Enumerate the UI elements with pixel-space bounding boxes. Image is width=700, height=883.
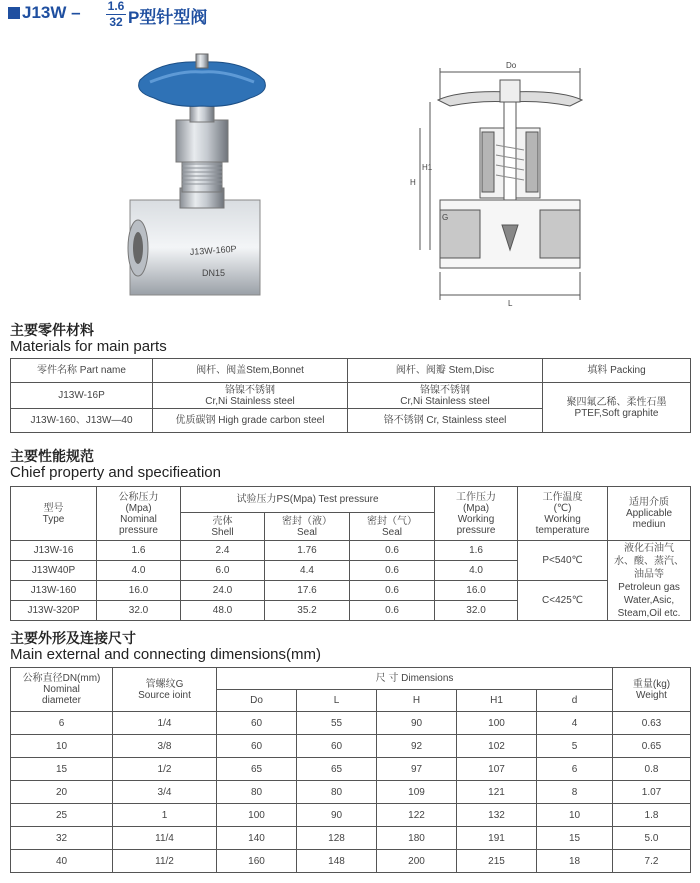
drawing-label-h1: H1 — [422, 163, 433, 172]
dimension-cell: 90 — [377, 712, 457, 735]
medium-text: Petroleun gas — [618, 581, 680, 593]
materials-header-part: 零件名称 Part name — [11, 359, 153, 383]
header-text: Nominal — [120, 513, 157, 525]
header-shell — [181, 513, 265, 541]
title-pressure-fraction — [106, 0, 126, 29]
header-text: (℃) — [553, 502, 572, 514]
header-text: temperature — [535, 524, 590, 536]
header-text: Seal — [382, 526, 403, 538]
photo-label-dn: DN15 — [202, 268, 226, 278]
drawing-label-do: Do — [506, 61, 517, 70]
property-cell: 16.0 — [97, 581, 181, 601]
dimension-cell: 132 — [457, 804, 537, 827]
materials-cell: 优质碳钢 High grade carbon steel — [153, 409, 348, 433]
header-text: pressure — [119, 524, 158, 536]
dimension-cell: 60 — [297, 735, 377, 758]
materials-header-stem-bonnet: 阀杆、阀盖Stem,Bonnet — [153, 359, 348, 383]
property-title-cn: 主要性能规范 — [10, 448, 94, 464]
dimension-cell: 80 — [297, 781, 377, 804]
header-text: 公称压力 — [118, 491, 159, 503]
materials-packing-cell — [543, 383, 691, 433]
table-row — [11, 541, 691, 561]
dimension-cell: 140 — [217, 827, 297, 850]
dimension-cell: 122 — [377, 804, 457, 827]
header-weight — [613, 668, 691, 712]
header-text: Source ioint — [138, 689, 191, 701]
drawing-label-h: H — [410, 178, 416, 187]
dimension-cell: 15 — [11, 758, 113, 781]
materials-cell-en: Cr,Ni Stainless steel — [400, 395, 490, 407]
dimension-cell: 102 — [457, 735, 537, 758]
medium-cell — [608, 541, 691, 621]
header-working-pressure — [435, 487, 518, 541]
dimension-cell: 18 — [537, 850, 613, 873]
materials-header-row — [11, 359, 691, 383]
property-cell: 0.6 — [350, 581, 435, 601]
property-cell: 48.0 — [181, 601, 265, 621]
dimension-cell: 1.07 — [613, 781, 691, 804]
header-h: H — [377, 690, 457, 712]
materials-header-stem-disc: 阀杆、阀瓣 Stem,Disc — [348, 359, 543, 383]
materials-cell: 铬不锈钢 Cr, Stainless steel — [348, 409, 543, 433]
header-text: Working — [544, 513, 581, 525]
header-text: Working — [457, 513, 495, 525]
property-cell: 6.0 — [181, 561, 265, 581]
dimension-cell: 1/2 — [113, 758, 217, 781]
dimension-cell: 3/4 — [113, 781, 217, 804]
header-do: Do — [217, 690, 297, 712]
header-text: Nominal — [43, 684, 80, 695]
header-type — [11, 487, 97, 541]
table-row — [11, 712, 691, 735]
dimension-cell: 15 — [537, 827, 613, 850]
property-cell: J13W-320P — [11, 601, 97, 621]
dimension-cell: 121 — [457, 781, 537, 804]
header-nominal — [97, 487, 181, 541]
table-row — [11, 581, 691, 601]
dimension-cell: 107 — [457, 758, 537, 781]
property-cell: 0.6 — [350, 561, 435, 581]
title-bullet — [8, 7, 20, 19]
header-text: 适用介质 — [629, 497, 670, 508]
property-cell: 35.2 — [265, 601, 350, 621]
dimensions-header-row — [11, 668, 691, 690]
property-cell: 4.0 — [435, 561, 518, 581]
valve-section-drawing — [410, 50, 610, 310]
medium-text: 水、酸、蒸汽、 — [614, 555, 685, 567]
fraction-bottom: 32 — [109, 15, 123, 29]
materials-cell-en: Cr,Ni Stainless steel — [205, 395, 295, 407]
header-type-en: Type — [42, 513, 65, 525]
property-header-row — [11, 487, 691, 513]
dimension-cell: 4 — [537, 712, 613, 735]
header-h1: H1 — [457, 690, 537, 712]
property-cell: 1.6 — [97, 541, 181, 561]
dimension-cell: 6 — [11, 712, 113, 735]
table-row — [11, 383, 691, 409]
property-cell: J13W40P — [11, 561, 97, 581]
dimension-cell: 11/4 — [113, 827, 217, 850]
dimension-cell: 128 — [297, 827, 377, 850]
dimension-cell: 1 — [113, 804, 217, 827]
header-text: 重量(kg) — [632, 678, 671, 690]
table-row — [11, 804, 691, 827]
header-text: diameter — [42, 695, 81, 706]
materials-cell-cn: 铬镍不锈钢 — [225, 384, 275, 396]
property-cell: 0.6 — [350, 601, 435, 621]
materials-cell-cn: 铬镍不锈钢 — [420, 384, 470, 396]
property-cell: 1.76 — [265, 541, 350, 561]
valve-photo — [120, 40, 270, 310]
property-cell: 32.0 — [435, 601, 518, 621]
materials-cell — [153, 383, 348, 409]
dimension-cell: 160 — [217, 850, 297, 873]
dimensions-title-en: Main external and connecting dimensions(mm) — [10, 646, 321, 663]
property-cell: 24.0 — [181, 581, 265, 601]
property-cell: 1.6 — [435, 541, 518, 561]
dimension-cell: 80 — [217, 781, 297, 804]
header-dn — [11, 668, 113, 712]
dimension-cell: 5.0 — [613, 827, 691, 850]
dimension-cell: 65 — [297, 758, 377, 781]
dimension-cell: 0.8 — [613, 758, 691, 781]
property-cell: 4.0 — [97, 561, 181, 581]
dimension-cell: 32 — [11, 827, 113, 850]
packing-cn: 聚四氟乙稀、柔性石墨 — [566, 396, 667, 408]
dimensions-title-cn: 主要外形及连接尺寸 — [10, 630, 136, 646]
header-d: d — [537, 690, 613, 712]
header-text: 密封（液） — [282, 515, 332, 527]
medium-text: 油品等 — [634, 568, 665, 580]
property-cell: 16.0 — [435, 581, 518, 601]
header-text: 工作压力 — [456, 491, 497, 503]
dimensions-table — [10, 667, 691, 873]
dimension-cell: 5 — [537, 735, 613, 758]
dimension-cell: 60 — [217, 712, 297, 735]
dimension-cell: 100 — [217, 804, 297, 827]
dimension-cell: 3/8 — [113, 735, 217, 758]
dimension-cell: 200 — [377, 850, 457, 873]
title-suffix: P型针型阀 — [128, 8, 208, 27]
property-cell: 4.4 — [265, 561, 350, 581]
header-thread — [113, 668, 217, 712]
materials-title-cn: 主要零件材料 — [10, 322, 94, 338]
header-text: 管螺纹G — [145, 678, 184, 690]
materials-header-packing: 填料 Packing — [543, 359, 691, 383]
dimension-cell: 180 — [377, 827, 457, 850]
materials-title-en: Materials for main parts — [10, 338, 167, 355]
property-cell: J13W-16 — [11, 541, 97, 561]
drawing-label-l: L — [508, 299, 513, 308]
materials-cell: J13W-160、J13W—40 — [11, 409, 153, 433]
dimension-cell: 148 — [297, 850, 377, 873]
fraction-top: 1.6 — [107, 0, 125, 13]
dimension-cell: 11/2 — [113, 850, 217, 873]
header-text: 公称直径DN(mm) — [22, 673, 101, 684]
header-type-cn: 型号 — [43, 502, 64, 514]
dimension-cell: 191 — [457, 827, 537, 850]
dimension-cell: 7.2 — [613, 850, 691, 873]
property-table — [10, 486, 691, 621]
table-row — [11, 735, 691, 758]
header-text: 工作温度 — [542, 491, 583, 503]
materials-cell: J13W-16P — [11, 383, 153, 409]
table-row — [11, 850, 691, 873]
materials-table — [10, 358, 691, 433]
photo-label-model: J13W-160P — [189, 243, 237, 257]
dimension-cell: 60 — [217, 735, 297, 758]
header-text: pressure — [456, 524, 496, 536]
title-model: J13W – — [22, 3, 81, 22]
medium-text: Steam,Oil etc. — [617, 607, 681, 619]
header-text: (Mpa) — [462, 502, 490, 514]
table-row — [11, 781, 691, 804]
dimensions-body — [11, 712, 691, 873]
header-text: Weight — [636, 689, 667, 701]
dimension-cell: 100 — [457, 712, 537, 735]
dimension-cell: 92 — [377, 735, 457, 758]
dimension-cell: 6 — [537, 758, 613, 781]
table-row — [11, 827, 691, 850]
header-seal-liquid — [265, 513, 350, 541]
property-cell: J13W-160 — [11, 581, 97, 601]
header-text: (Mpa) — [125, 502, 152, 514]
header-text: 密封（气） — [367, 515, 418, 527]
packing-en: PTEF,Soft graphite — [574, 407, 659, 419]
dimension-cell: 8 — [537, 781, 613, 804]
dimension-cell: 215 — [457, 850, 537, 873]
materials-cell — [348, 383, 543, 409]
header-text: Applicable — [625, 508, 673, 519]
header-text: 壳体 — [212, 515, 233, 527]
property-cell: 0.6 — [350, 541, 435, 561]
dimension-cell: 0.63 — [613, 712, 691, 735]
header-medium — [608, 487, 691, 541]
medium-text: 液化石油气 — [624, 542, 675, 554]
dimension-cell: 109 — [377, 781, 457, 804]
property-cell: 17.6 — [265, 581, 350, 601]
temp-cell-c: C<425℃ — [518, 581, 608, 621]
header-l: L — [297, 690, 377, 712]
medium-text: Water,Asic, — [623, 594, 675, 606]
dimension-cell: 1.8 — [613, 804, 691, 827]
header-text: mediun — [632, 519, 666, 530]
dimension-cell: 55 — [297, 712, 377, 735]
property-cell: 32.0 — [97, 601, 181, 621]
header-test-pressure: 试验压力PS(Mpa) Test pressure — [181, 487, 435, 513]
header-working-temp — [518, 487, 608, 541]
dimension-cell: 1/4 — [113, 712, 217, 735]
dimension-cell: 90 — [297, 804, 377, 827]
property-cell: 2.4 — [181, 541, 265, 561]
temp-cell-p: P<540℃ — [518, 541, 608, 581]
dimension-cell: 65 — [217, 758, 297, 781]
dimension-cell: 25 — [11, 804, 113, 827]
header-text: Seal — [296, 526, 317, 538]
dimension-cell: 10 — [537, 804, 613, 827]
table-row — [11, 758, 691, 781]
dimension-cell: 40 — [11, 850, 113, 873]
header-dimensions: 尺 寸 Dimensions — [217, 668, 613, 690]
dimension-cell: 0.65 — [613, 735, 691, 758]
dimension-cell: 97 — [377, 758, 457, 781]
header-seal-gas — [350, 513, 435, 541]
dimension-cell: 20 — [11, 781, 113, 804]
property-title-en: Chief property and specifieation — [10, 464, 221, 481]
header-text: Shell — [211, 526, 234, 538]
dimension-cell: 10 — [11, 735, 113, 758]
drawing-label-g: G — [442, 213, 449, 222]
